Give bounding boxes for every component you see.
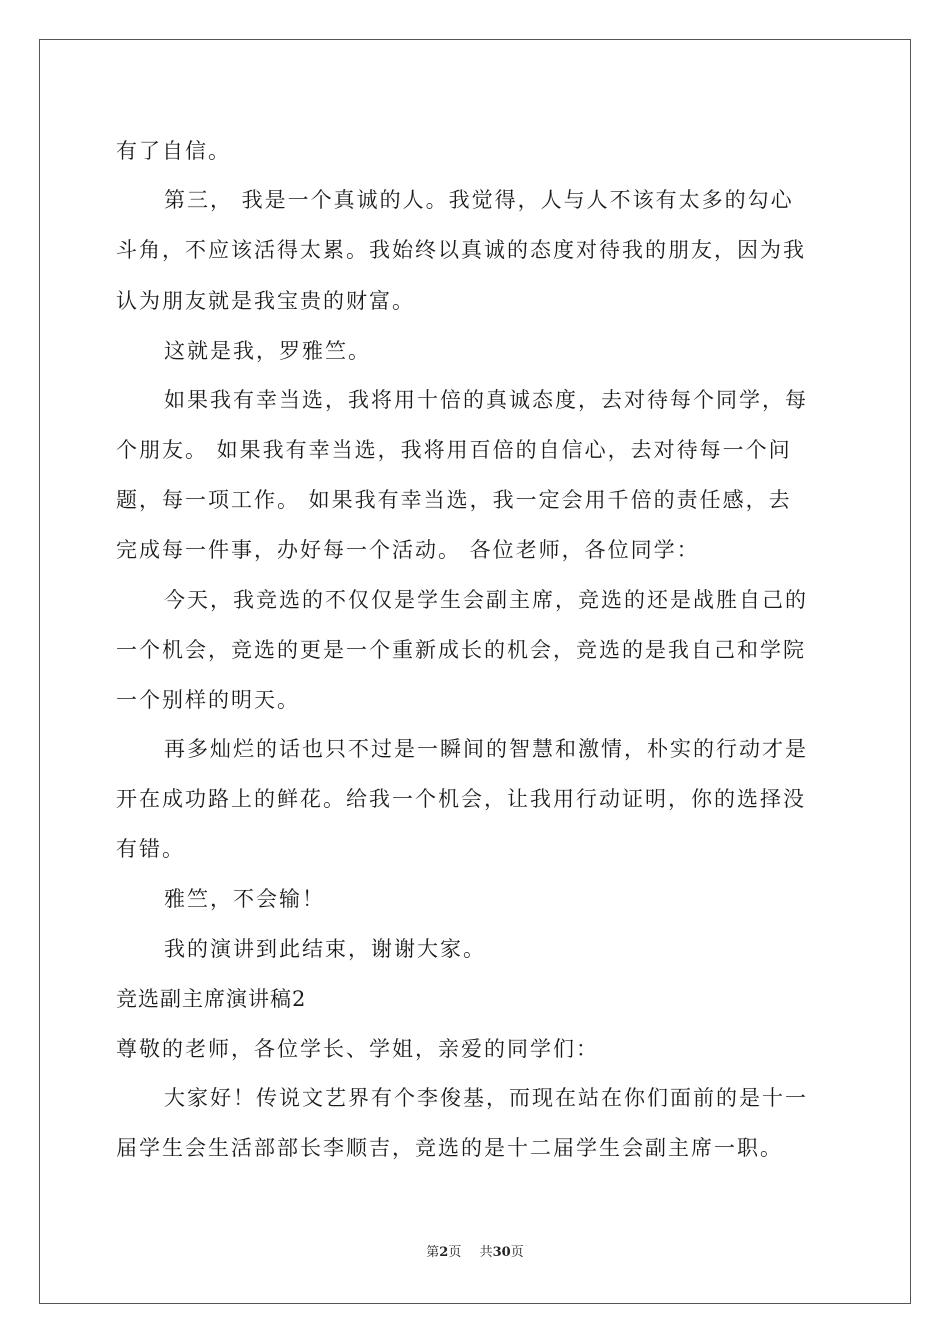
paragraph-line: 今天，我竞选的不仅仅是学生会副主席，竞选的还是战胜自己的: [164, 588, 808, 612]
paragraph-line: 一个机会，竞选的更是一个重新成长的机会，竞选的是我自己和学院: [116, 638, 806, 662]
paragraph-line: 第三， 我是一个真诚的人。我觉得，人与人不该有太多的勾心: [164, 188, 794, 212]
paragraph-line: 个朋友。 如果我有幸当选，我将用百倍的自信心，去对待每一个问: [116, 438, 792, 462]
footer-page-suffix: 页: [448, 1245, 462, 1260]
paragraph-line: 题，每一项工作。 如果我有幸当选，我一定会用千倍的责任感，去: [116, 488, 792, 512]
paragraph-line: 尊敬的老师，各位学长、学姐，亲爱的同学们：: [116, 1037, 599, 1061]
paragraph-line: 斗角，不应该活得太累。我始终以真诚的态度对待我的朋友，因为我: [116, 238, 806, 262]
page-frame: [39, 39, 911, 1304]
paragraph-line: 雅竺，不会输！: [164, 887, 325, 911]
paragraph-line: 再多灿烂的话也只不过是一瞬间的智慧和激情，朴实的行动才是: [164, 737, 808, 761]
paragraph-line: 一个别样的明天。: [116, 688, 300, 712]
paragraph-line: 这就是我，罗雅竺。: [164, 339, 371, 363]
total-page-count: 30: [492, 1245, 511, 1260]
paragraph-line: 我的演讲到此结束，谢谢大家。: [164, 937, 486, 961]
paragraph-line: 如果我有幸当选，我将用十倍的真诚态度，去对待每个同学，每: [164, 388, 808, 412]
footer-prefix: 第: [426, 1245, 440, 1260]
footer-total-prefix: 共: [479, 1245, 493, 1260]
paragraph-line: 大家好！传说文艺界有个李俊基，而现在站在你们面前的是十一: [164, 1086, 808, 1110]
paragraph-line: 开在成功路上的鲜花。给我一个机会，让我用行动证明，你的选择没: [116, 787, 806, 811]
paragraph-line: 届学生会生活部部长李顺吉，竞选的是十二届学生会副主席一职。: [116, 1136, 783, 1160]
paragraph-line: 完成每一件事，办好每一个活动。 各位老师，各位同学：: [116, 538, 700, 562]
paragraph-line: 有了自信。: [116, 139, 231, 163]
footer-total-suffix: 页: [510, 1245, 524, 1260]
current-page-number: 2: [439, 1245, 449, 1260]
section-heading: 竞选副主席演讲稿2: [116, 987, 307, 1011]
page-footer: [0, 1244, 950, 1262]
paragraph-line: 有错。: [116, 837, 185, 861]
paragraph-line: 认为朋友就是我宝贵的财富。: [116, 289, 415, 313]
